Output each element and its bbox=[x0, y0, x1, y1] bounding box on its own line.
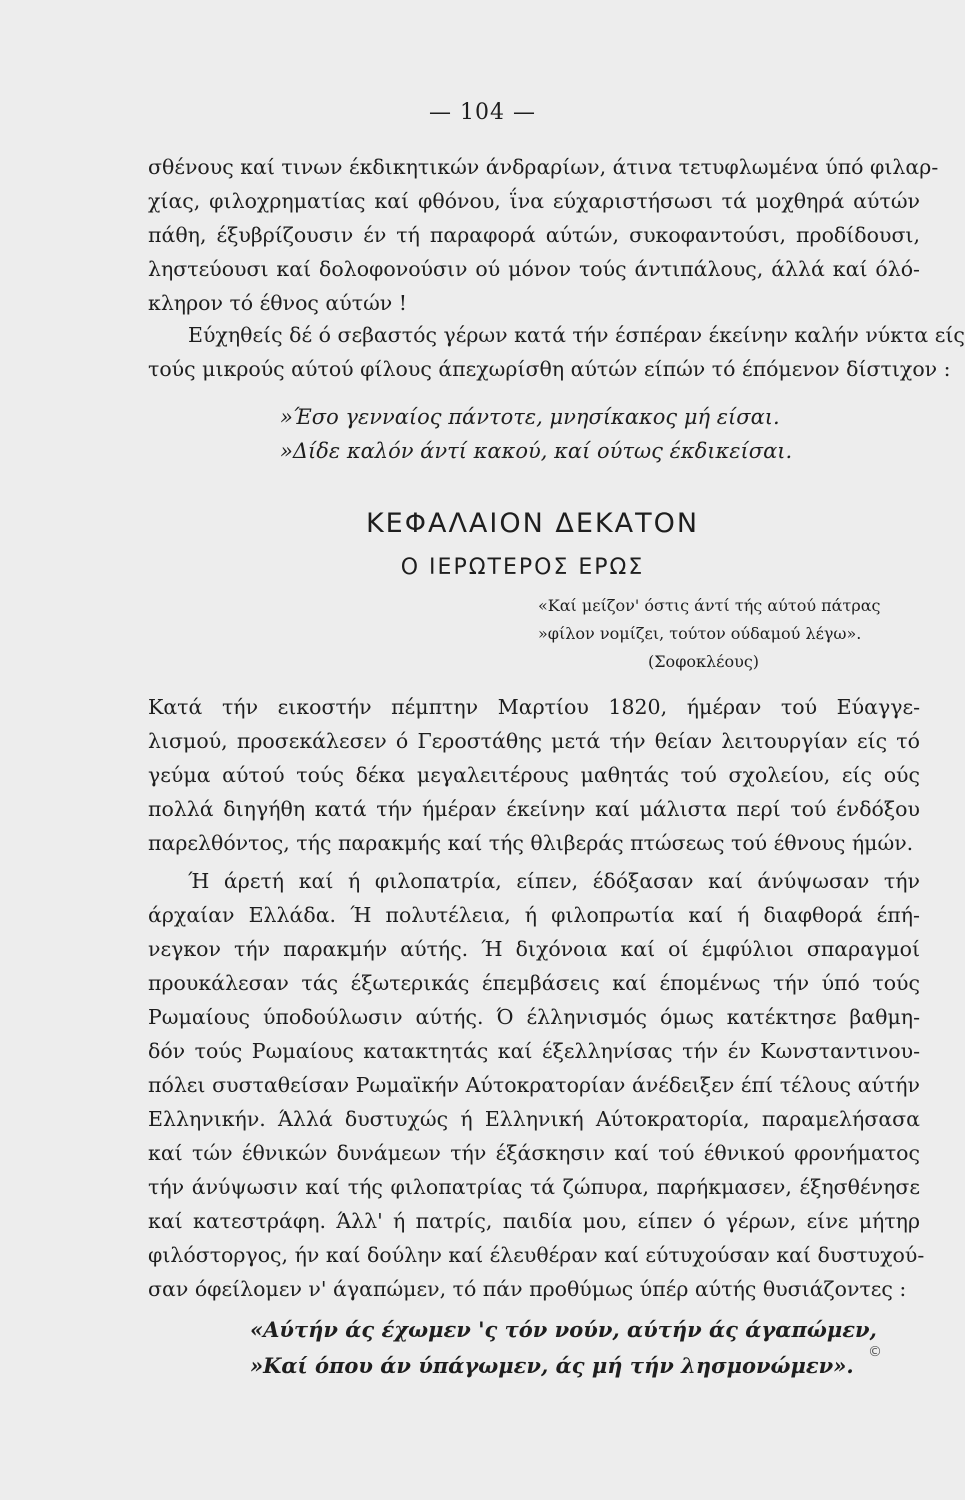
text-line: καί τών έθνικών δυνάμεων τήν έξάσκησιν καί τού έθνικού φρονήματος bbox=[148, 1141, 920, 1165]
epigraph-line: «Καί μείζον' όστις άντί τής αύτού πάτρας bbox=[538, 596, 881, 615]
text-line: φιλόστοργος, ήν καί δούλην καί έλευθέραν καί εύτυχούσαν καί δυστυχού- bbox=[148, 1243, 925, 1267]
text-line: Ή άρετή καί ή φιλοπατρία, είπεν, έδόξασαν καί άνύψωσαν τήν bbox=[188, 869, 920, 893]
text-line: νεγκον τήν παρακμήν αύτής. Ή διχόνοια καί οί έμφύλιοι σπαραγμοί bbox=[148, 937, 920, 961]
text-line: κληρον τό έθνος αύτών ! bbox=[148, 291, 408, 315]
text-line: Ρωμαίους ύποδούλωσιν αύτής. Ό έλληνισμός όμως κατέκτησε βαθμη- bbox=[148, 1005, 920, 1029]
verse-line: »Έσο γενναίος πάντοτε, μνησίκακος μή είσαι. bbox=[280, 405, 780, 429]
verse-couplet-1 bbox=[280, 400, 792, 468]
chapter-title: ΚΕΦΑΛΑΙΟΝ ΔΕΚΑΤΟΝ bbox=[365, 508, 700, 539]
epigraph-author: (Σοφοκλέους) bbox=[648, 652, 760, 671]
text-line: ληστεύουσι καί δολοφονούσιν ού μόνον τούς άντιπάλους, άλλά καί όλό- bbox=[148, 257, 920, 281]
text-line: σθένους καί τινων έκδικητικών άνδραρίων, άτινα τετυφλωμένα ύπό φιλαρ- bbox=[148, 155, 939, 179]
text-line: σαν όφείλομεν ν' άγαπώμεν, τό πάν προθύμως ύπέρ αύτής θυσιάζοντες : bbox=[148, 1277, 907, 1301]
text-line: τούς μικρούς αύτού φίλους άπεχωρίσθη αύτών είπών τό έπόμενον δίστιχον : bbox=[148, 357, 951, 381]
verse-couplet-2 bbox=[250, 1312, 877, 1384]
corner-mark: © bbox=[868, 1344, 882, 1360]
text-line: τήν άνύψωσιν καί τής φιλοπατρίας τά ζώπυρα, παρήκμασεν, έξησθένησε bbox=[148, 1175, 920, 1199]
text-line: χίας, φιλοχρηματίας καί φθόνου, ΐνα εύχαριστήσωσι τά μοχθηρά αύτών bbox=[148, 189, 920, 213]
verse-line: »Δίδε καλόν άντί κακού, καί ούτως έκδικείσαι. bbox=[280, 439, 793, 463]
paragraph-3 bbox=[148, 690, 920, 860]
text-line: γεύμα αύτού τούς δέκα μεγαλειτέρους μαθητάς τού σχολείου, είς ούς bbox=[148, 763, 920, 787]
paragraph-2 bbox=[148, 318, 965, 386]
text-line: Ελληνικήν. Άλλά δυστυχώς ή Ελληνική Αύτοκρατορία, παραμελήσασα bbox=[148, 1107, 920, 1131]
epigraph-line: »φίλον νομίζει, τούτον ούδαμού λέγω». bbox=[538, 624, 862, 643]
epigraph bbox=[538, 592, 881, 676]
text-line: πόλει συσταθείσαν Ρωμαϊκήν Αύτοκρατορίαν άνέδειξεν έπί τέλους αύτήν bbox=[148, 1073, 920, 1097]
chapter-subtitle: Ο ΙΕΡΩΤΕΡΟΣ ΕΡΩΣ bbox=[400, 555, 645, 580]
verse-line: «Αύτήν άς έχωμεν 'ς τόν νούν, αύτήν άς άγαπώμεν, bbox=[250, 1317, 877, 1342]
text-line: πολλά διηγήθη κατά τήν ήμέραν έκείνην καί μάλιστα περί τού ένδόξου bbox=[148, 797, 920, 821]
text-line: Κατά τήν εικοστήν πέμπτην Μαρτίου 1820, ήμέραν τού Εύαγγε- bbox=[148, 695, 920, 719]
page-number: — 104 — bbox=[429, 100, 536, 125]
verse-line: »Καί όπου άν ύπάγωμεν, άς μή τήν λησμονώμεν». bbox=[250, 1353, 854, 1378]
paragraph-1 bbox=[148, 150, 939, 320]
text-line: πάθη, έξυβρίζουσιν έν τή παραφορά αύτών, συκοφαντούσι, προδίδουσι, bbox=[148, 223, 920, 247]
text-line: άρχαίαν Ελλάδα. Ή πολυτέλεια, ή φιλοπρωτία καί ή διαφθορά έπή- bbox=[148, 903, 920, 927]
text-line: δόν τούς Ρωμαίους κατακτητάς καί έξελληνίσας τήν έν Κωνσταντινου- bbox=[148, 1039, 920, 1063]
text-line: λισμού, προσεκάλεσεν ό Γεροστάθης μετά τήν θείαν λειτουργίαν είς τό bbox=[148, 729, 920, 753]
text-line: καί κατεστράφη. Άλλ' ή πατρίς, παιδία μου, είπεν ό γέρων, είνε μήτηρ bbox=[148, 1209, 920, 1233]
text-line: παρελθόντος, τής παρακμής καί τής θλιβεράς πτώσεως τού έθνους ήμών. bbox=[148, 831, 914, 855]
paragraph-4 bbox=[148, 864, 925, 1306]
text-line: Εύχηθείς δέ ό σεβαστός γέρων κατά τήν έσπέραν έκείνην καλήν νύκτα είς bbox=[188, 323, 965, 347]
text-line: προυκάλεσαν τάς έξωτερικάς έπεμβάσεις καί έπομένως τήν ύπό τούς bbox=[148, 971, 920, 995]
